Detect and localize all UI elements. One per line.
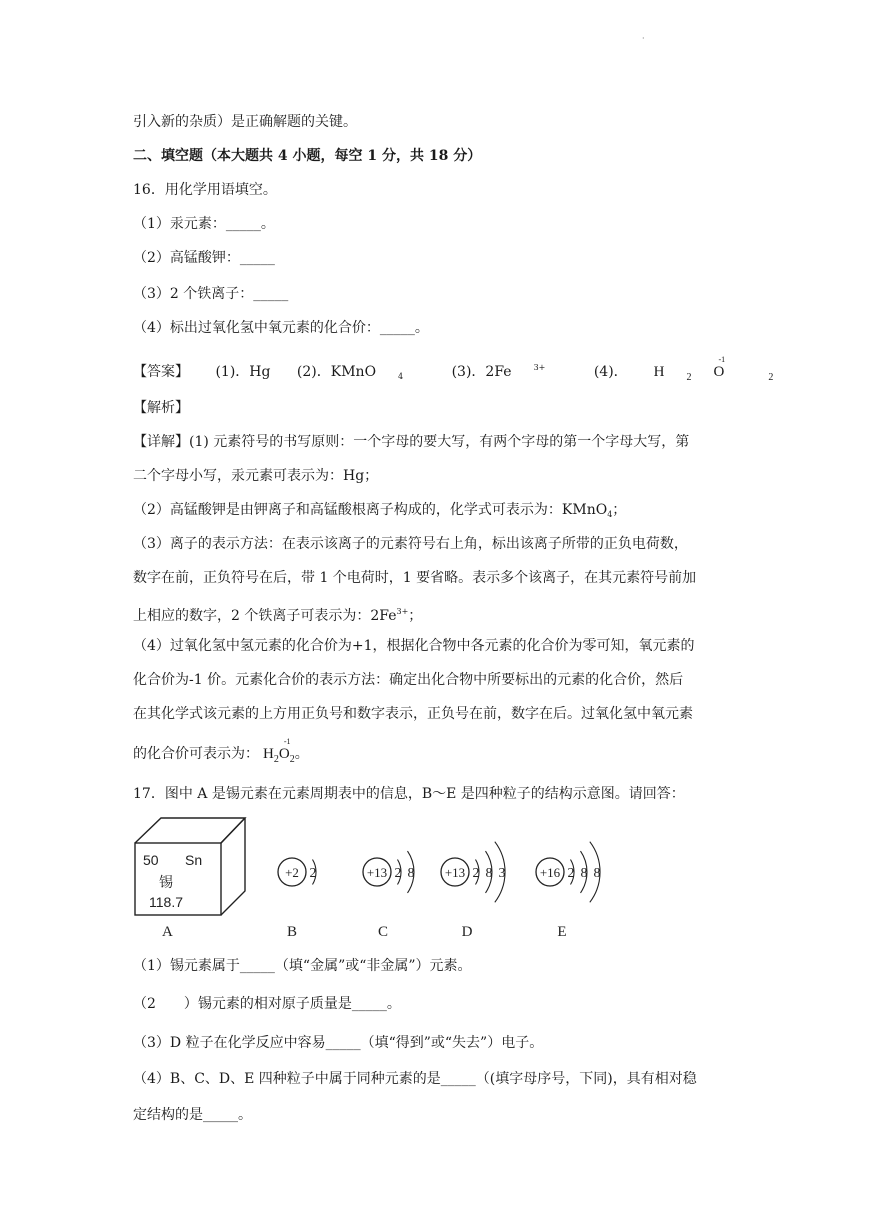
- question-17-part-5: 定结构的是_____。: [133, 1107, 252, 1123]
- electron-count: 8: [580, 866, 588, 881]
- question-16-part-4: （4）标出过氧化氢中氧元素的化合价：_____。: [133, 320, 429, 336]
- question-16: 16．用化学用语填空。: [133, 182, 277, 198]
- electron-count: 2: [472, 866, 480, 881]
- answer-label: 【答案】: [133, 364, 189, 380]
- nuclear-charge: +2: [285, 865, 299, 880]
- question-17-part-3: （3）D 粒子在化学反应中容易_____（填“得到”或“失去”）电子。: [133, 1035, 544, 1051]
- nuclear-charge: +13: [366, 865, 388, 880]
- detail-line: （4）过氧化氢中氢元素的化合价为+1，根据化合物中各元素的化合价为零可知，氧元素的: [133, 638, 695, 654]
- atomic-number: 50: [143, 852, 159, 868]
- figure-label-a: A: [162, 924, 173, 940]
- electron-count: 8: [485, 866, 493, 881]
- figure-label-d: D: [461, 924, 473, 940]
- question-17: 17．图中 A 是锡元素在元素周期表中的信息，B～E 是四种粒子的结构示意图。请回答：: [133, 786, 685, 802]
- nuclear-charge: +16: [539, 865, 561, 880]
- h2o2-valence-formula: $H_2$ -1 $O_2$: [263, 737, 295, 765]
- element-symbol: Sn: [185, 852, 203, 868]
- question-17-part-2: （2 ）锡元素的相对原子质量是_____。: [133, 996, 401, 1012]
- electron-count: 3: [498, 866, 506, 881]
- particle-e: [536, 842, 601, 940]
- answer-4: (4)． H $_2$ -1 O $_2$: [594, 364, 818, 380]
- detail-line: 上相应的数字，2 个铁离子可表示为：$2Fe^{3+}$；: [133, 607, 423, 624]
- electron-count: 2: [394, 866, 402, 881]
- detail-line: 二个字母小写，汞元素可表示为：Hg；: [133, 468, 379, 484]
- detail-line: 【详解】(1) 元素符号的书写原则：一个字母的要大写，有两个字母的第一个字母大写，第: [133, 434, 690, 450]
- element-name: 锡: [159, 875, 173, 891]
- detail-line: 在其化学式该元素的上方用正负号和数字表示，正负号在前，数字在后。过氧化氢中氧元素: [133, 706, 693, 722]
- figure-label-e: E: [557, 924, 567, 940]
- analysis-label: 【解析】: [133, 400, 189, 416]
- tin-structure-figure: [125, 815, 625, 943]
- nuclear-charge: +13: [444, 865, 466, 880]
- section-title: 二、填空题（本大题共 4 小题，每空 1 分，共 18 分）: [133, 148, 482, 164]
- electron-count: 8: [593, 866, 601, 881]
- particle-c: [363, 851, 415, 940]
- detail-line: （2）高锰酸钾是由钾离子和高锰酸根离子构成的，化学式可表示为：KMnO$_4$；: [133, 502, 627, 519]
- header-mark: ·: [642, 34, 645, 43]
- particle-d: [441, 842, 506, 940]
- detail-line: 数字在前，正负符号在后，带 1 个电荷时，1 要省略。表示多个该离子，在其元素符号前加: [133, 570, 697, 586]
- electron-count: 2: [567, 866, 575, 881]
- detail-line: （3）离子的表示方法：在表示该离子的元素符号右上角，标出该离子所带的正负电荷数，: [133, 536, 688, 552]
- question-17-part-4: （4）B、C、D、E 四种粒子中属于同种元素的是_____（(填字母序号，下同)，具有相对稳: [133, 1071, 697, 1087]
- answer-1: (1)．Hg: [215, 364, 271, 380]
- question-17-part-1: （1）锡元素属于_____（填“金属”或“非金属”）元素。: [133, 958, 472, 974]
- particle-b: [278, 858, 317, 940]
- atomic-mass: 118.7: [149, 894, 183, 910]
- answer-line: [133, 355, 839, 388]
- question-16-part-3: （3）2 个铁离子：_____: [133, 286, 289, 302]
- figure-label-b: B: [286, 924, 298, 940]
- h2o2-valence-formula: H $_2$ -1 O $_2$: [653, 355, 774, 383]
- question-16-part-1: （1）汞元素：_____。: [133, 216, 275, 232]
- electron-count: 8: [407, 866, 415, 881]
- answer-2: (2)．KMnO $_4$: [296, 364, 404, 381]
- electron-count: 2: [309, 866, 317, 881]
- text-line: 引入新的杂质）是正确解题的关键。: [133, 114, 357, 130]
- detail-line: 化合价为-1 价。元素化合价的表示方法：确定出化合物中所要标出的元素的化合价，然后: [133, 672, 684, 688]
- question-16-part-2: （2）高锰酸钾：_____: [133, 250, 275, 266]
- detail-line: 的化合价可表示为： $H_2$ -1 $O_2$。: [133, 744, 309, 770]
- answer-3: (3)．2Fe $^{3+}$: [451, 363, 546, 380]
- figure-label-c: C: [377, 924, 389, 940]
